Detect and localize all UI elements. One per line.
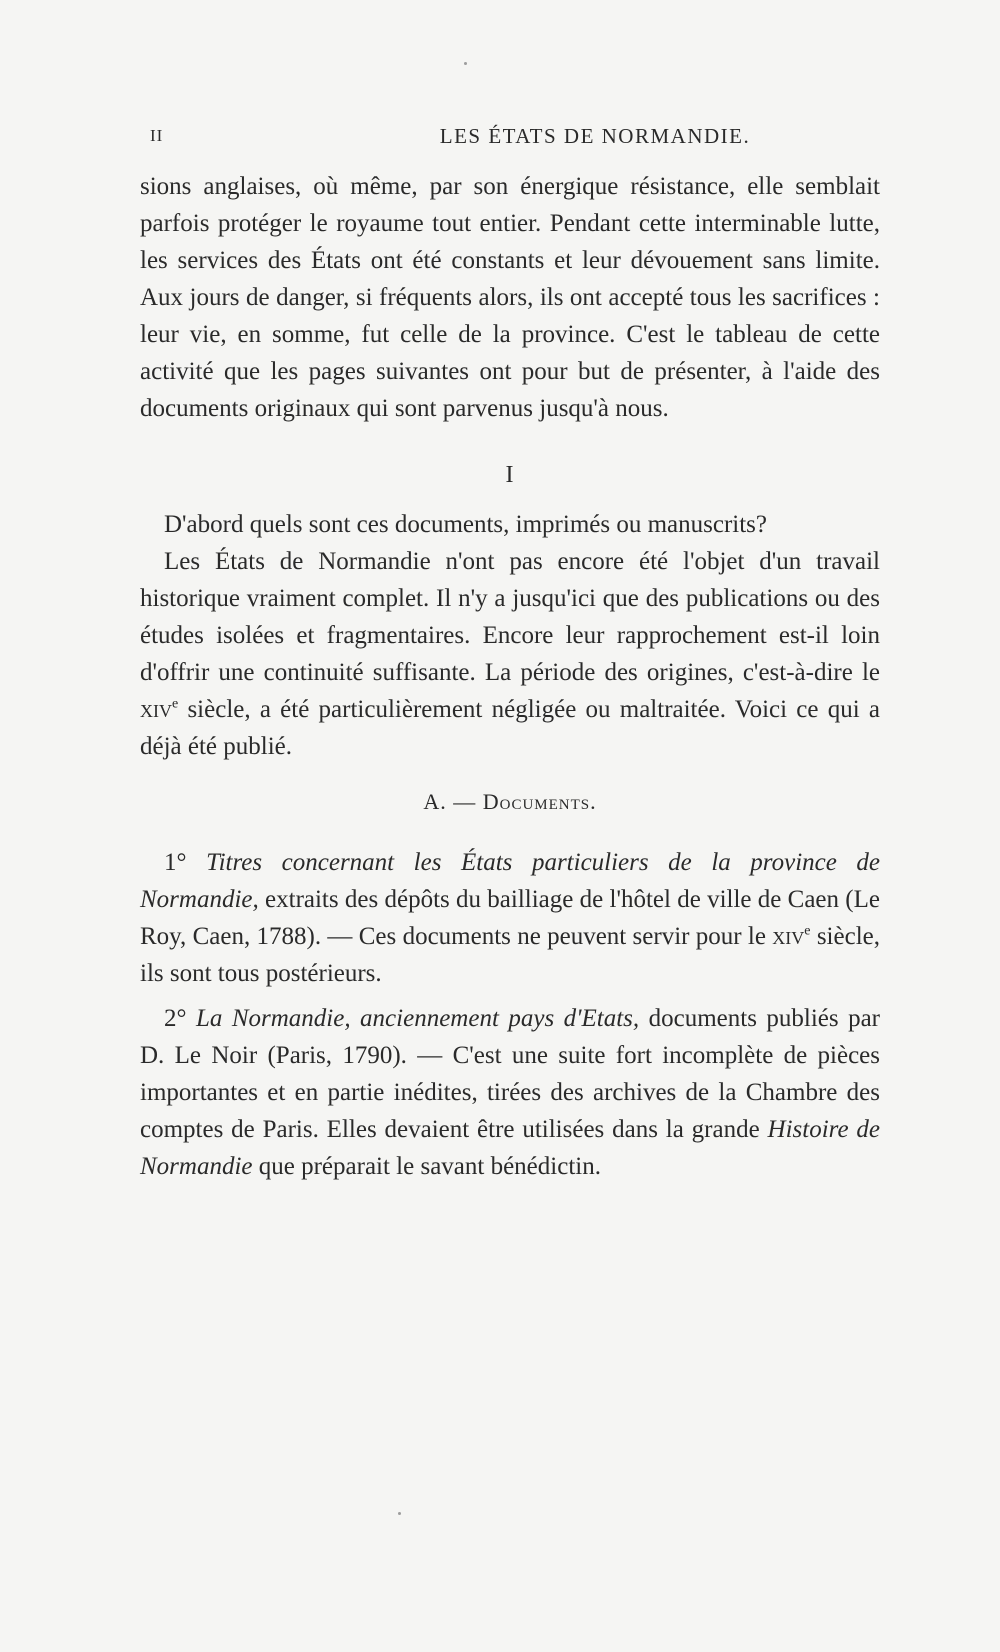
subheading-word: Documents. xyxy=(482,789,597,814)
paragraph-3 xyxy=(140,543,880,765)
entry-1 xyxy=(140,844,880,992)
entry-1-century: xiv xyxy=(772,923,805,950)
paper-speck xyxy=(398,1512,401,1515)
section-numeral: I xyxy=(505,462,515,488)
entry-1-century-sup: e xyxy=(804,923,811,939)
entry-1-text-part2: siècle, ils sont tous postérieurs. xyxy=(140,923,880,987)
page-number: II xyxy=(150,126,164,145)
entry-2-text-part1: documents publiés par D. Le Noir (Paris, 1790). — C'est une suite fort incomplète de pièces importantes et en partie inédites, tirées des archives de la Chambre des comptes de Paris. Elles devaient être utilisées dans la grande xyxy=(140,1005,880,1143)
paragraph-3-part1: Les États de Normandie n'ont pas encore été l'objet d'un travail historique vraiment complet. Il n'y a jusqu'ici que des publications ou des études isolées et fragmentaires. Encore leur rapprochement est-il loin d'offrir une continuité suffisante. La période des origines, c'est-à-dire le xyxy=(140,548,880,686)
century-sup: e xyxy=(172,696,179,712)
entry-2 xyxy=(140,1000,880,1185)
paragraph-1: sions anglaises, où même, par son énergique résistance, elle semblait parfois protéger le royaume tout entier. Pendant cette interminable lutte, les services des États ont été constants et leur dévouement sans limite. Aux jours de danger, si fréquents alors, ils ont accepté tous les sacrifices : leur vie, en somme, fut celle de la province. C'est le tableau de cette activité que les pages suivantes ont pour but de présenter, à l'aide des documents originaux qui sont parvenus jusqu'à nous. xyxy=(140,173,880,422)
entry-2-number: 2° xyxy=(164,1005,187,1032)
entry-2-title: La Normandie, anciennement pays d'Etats, xyxy=(195,1005,640,1032)
subheading-letter: A. — xyxy=(423,789,483,814)
entry-2-title-inline: Histoire de Normandie xyxy=(140,1116,881,1180)
body-text xyxy=(140,168,880,1193)
running-title: LES ÉTATS DE NORMANDIE. xyxy=(439,124,751,148)
page-header xyxy=(150,124,880,154)
paper-speck xyxy=(464,62,467,65)
century-xiv: xiv xyxy=(140,696,172,723)
subheading xyxy=(140,783,880,820)
entry-1-title: Titres concernant les États particuliers de la province de Normandie, xyxy=(140,849,880,913)
entry-2-text-part2: que préparait le savant bénédictin. xyxy=(252,1153,601,1180)
entry-1-text-part1: extraits des dépôts du bailliage de l'hôtel de ville de Caen (Le Roy, Caen, 1788). — Ces documents ne peuvent servir pour le xyxy=(140,886,880,950)
entry-1-number: 1° xyxy=(164,849,187,876)
paragraph-3-part2: siècle, a été particulièrement négligée ou maltraitée. Voici ce qui a déjà été publié. xyxy=(140,696,880,760)
paragraph-2: D'abord quels sont ces documents, imprimés ou manuscrits? xyxy=(164,511,768,538)
